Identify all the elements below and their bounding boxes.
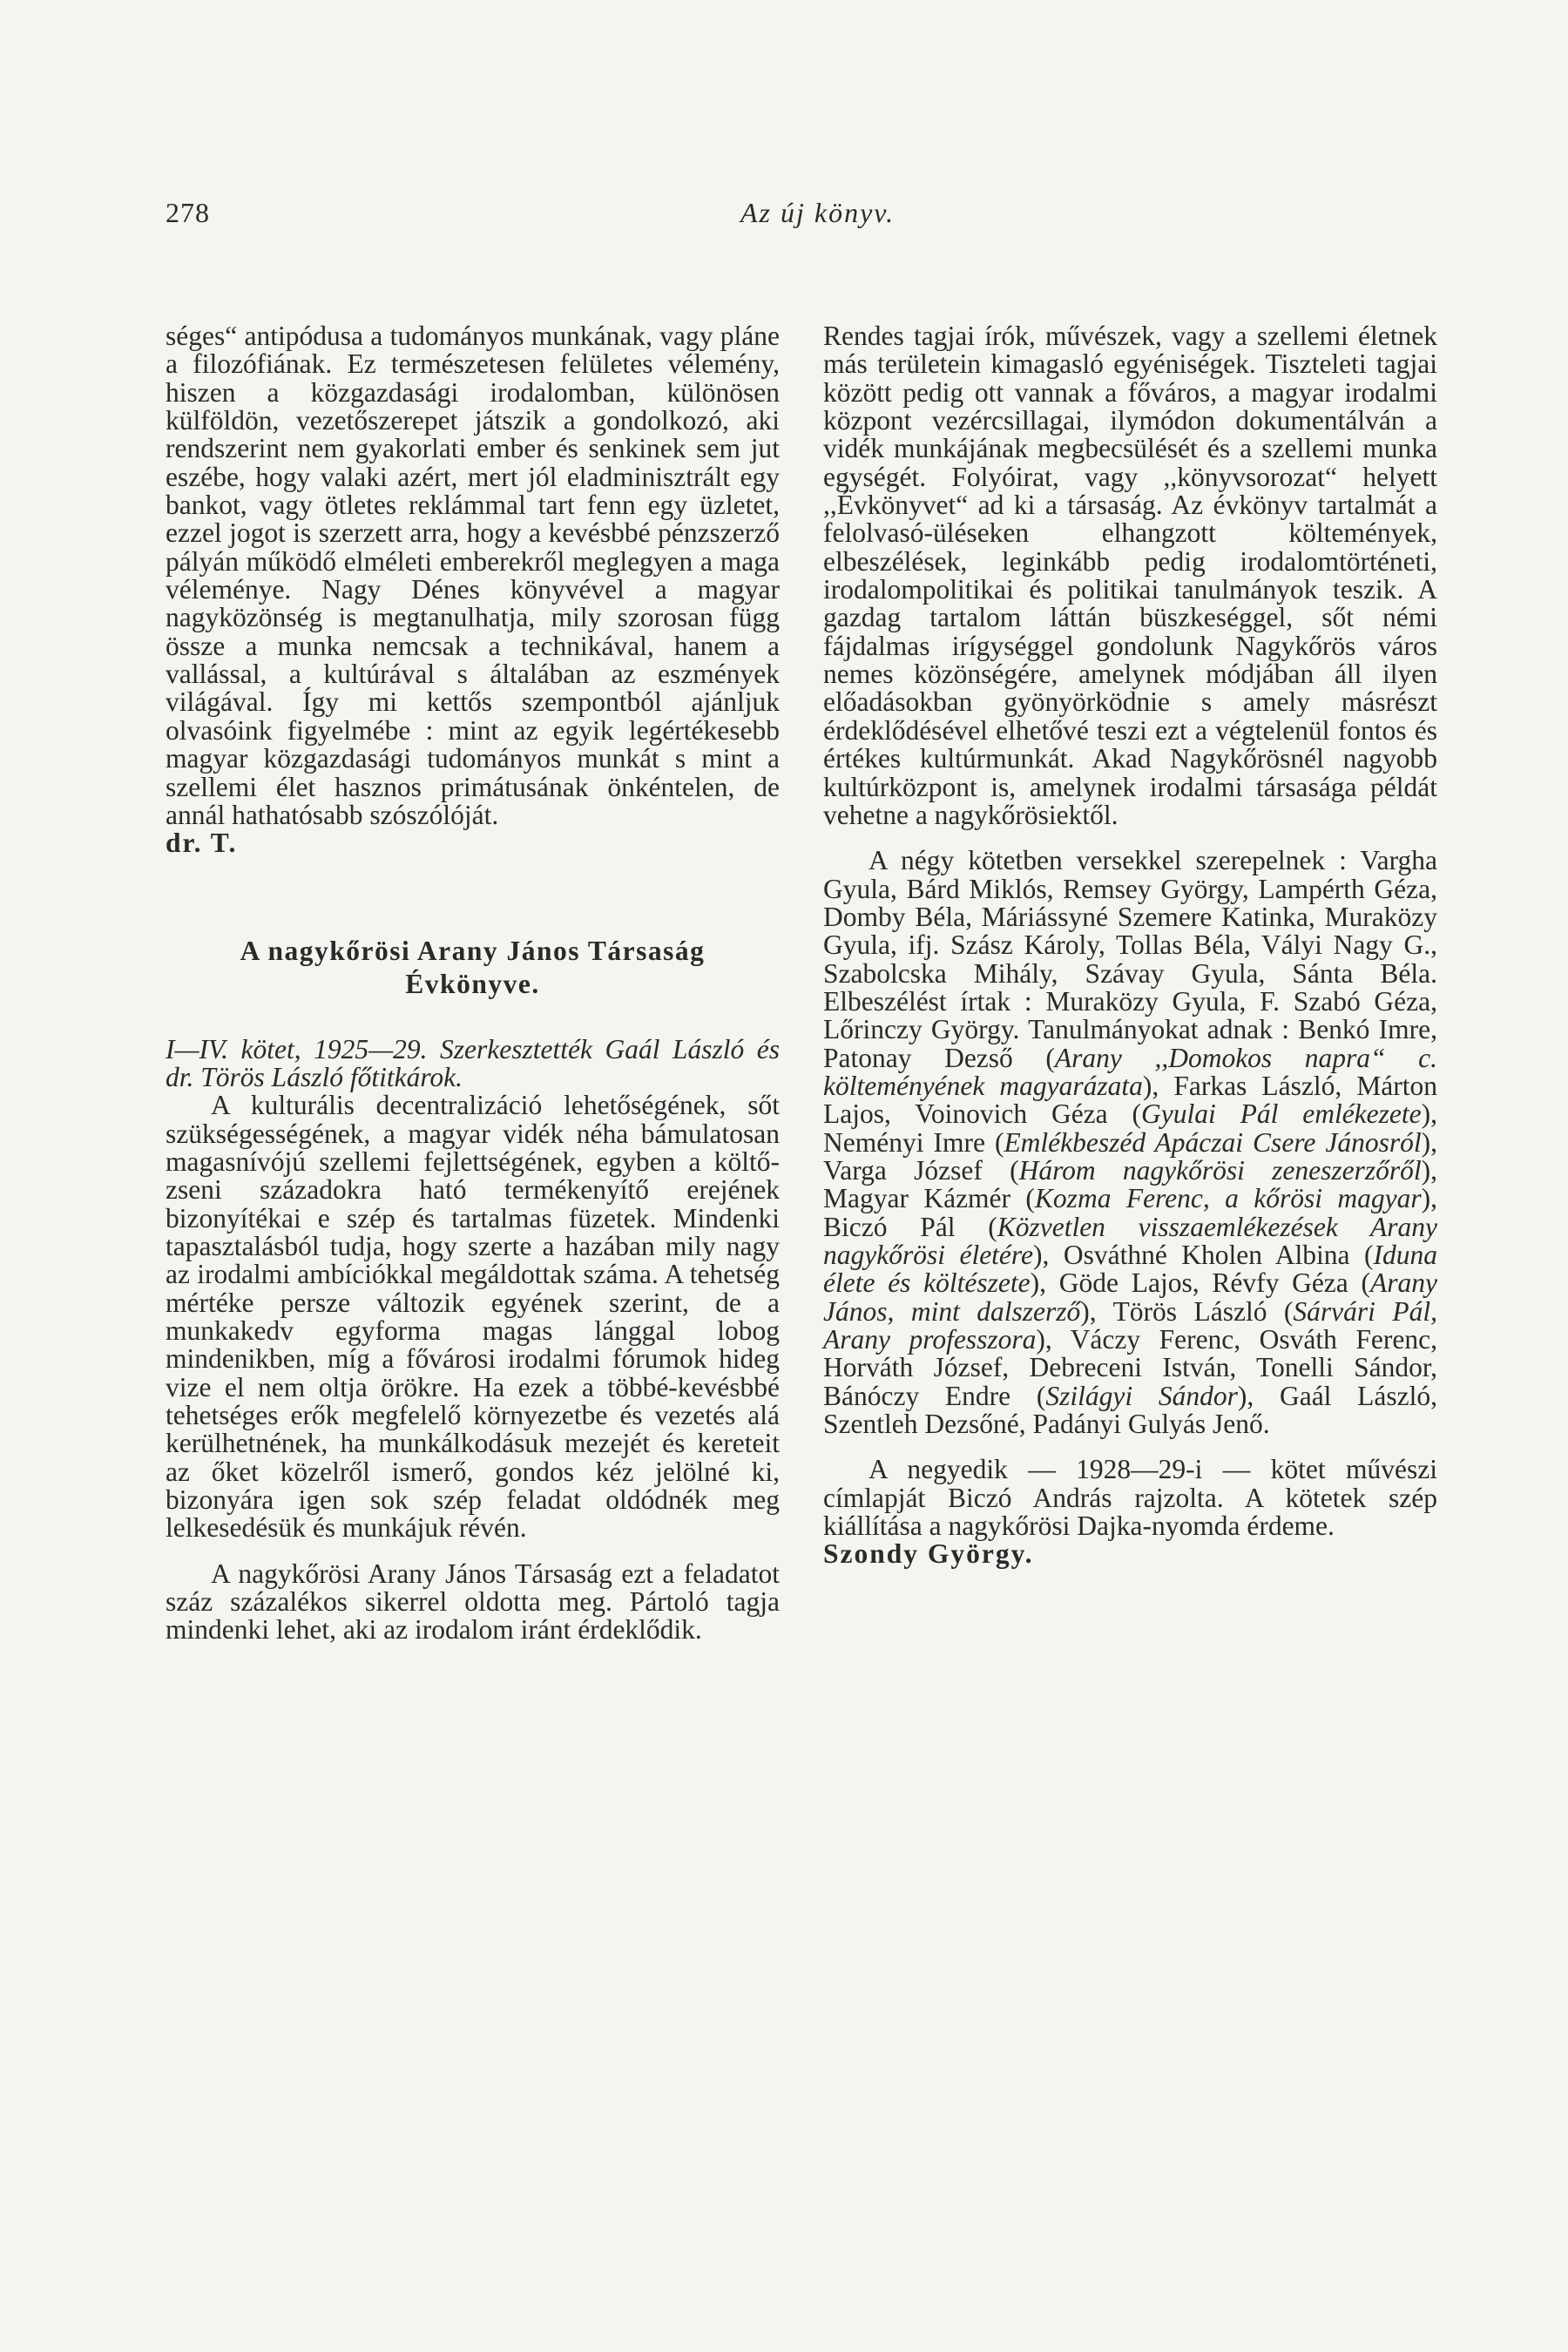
body-paragraph-1: A kulturális decentralizáció lehetőségének, sőt szükségességének, a magyar vidék néha bámulatosan magasnívójú szellemi fejlettségének, egyben a költő-zseni századokra ható termékenyítő erejének bizonyítékai e szép és tartalmas füzetek. Mindenki tapasztalásból tudja, hogy szerte a hazában mily nagy az irodalmi ambíciókkal megáldottak száma. A tehetség mértéke persze változik egyének szerint, de a munkakedv egyforma magas lánggal lobog mindenikben, míg a fővárosi irodalmi fórumok hideg vize el nem oltja örökre. Ha ezek a többé-kevésbbé tehetséges erők megfelelő környezetbe és vezetés alá kerülhetnének, ha munkálkodásuk mezejét és kereteit az őket közelről ismerő, gondos kéz jelölné ki, bizonyára igen sok szép feladat oldódnék meg lelkesedésük és munkájuk révén. bbox=[166, 1090, 780, 1544]
review-signature: dr. T. bbox=[166, 828, 238, 859]
article-heading bbox=[166, 935, 780, 1001]
body-paragraph-3: Rendes tagjai írók, művészek, vagy a szellemi életnek más területein kimagasló egyéniségek. Tiszteleti tagjai között pedig ott vannak a főváros, a magyar irodalmi központ vezércsillagai, ilymódon dokumentálván a vidék munkájának megbecsülését és a szellemi munka egységét. Folyóirat, vagy ,,könyvsorozat“ helyett ,,Évkönyvet“ ad ki a társaság. Az évkönyv tartalmát a felolvasó-üléseken elhangzott költemények, elbeszélések, leginkább pedig irodalomtörténeti, irodalompolitikai és politikai tanulmányok teszik. A gazdag tartalom láttán büszkeséggel, sőt némi fájdalmas irígységgel gondolunk Nagykőrös város nemes közönségére, amelynek módjában áll ilyen előadásokban gyönyörködnie s amely másrészt érdeklődésével elhetővé teszi ezt a végtelenül fontos és értékes kultúrmunkát. Akad Nagykőrösnél nagyobb kultúrközpont is, amelynek irodalmi társasága példát vehetne a nagykőrösiektől. bbox=[823, 321, 1437, 830]
body-paragraph-5: A negyedik — 1928—29-i — kötet művészi címlapját Biczó András rajzolta. A kötetek szép kiállítása a nagykőrösi Dajka-nyomda érdeme. bbox=[823, 1454, 1437, 1542]
right-column bbox=[823, 322, 1437, 1569]
body-paragraph-2: A nagykőrösi Arany János Társaság ezt a feladatot száz százalékos sikerrel oldotta meg. Pártoló tagja mindenki lehet, aki az irodalom iránt érdeklődik. bbox=[166, 1558, 780, 1646]
running-title: Az új könyv. bbox=[740, 197, 896, 228]
bibliographic-note: I—IV. kötet, 1925—29. Szerkesztették Gaál László és dr. Törös László főtitkárok. bbox=[166, 1033, 780, 1092]
article-heading-line2: Évkönyve. bbox=[405, 968, 540, 999]
page-header bbox=[166, 197, 1420, 240]
body-paragraph-4: A négy kötetben versekkel szerepelnek : Vargha Gyula, Bárd Miklós, Remsey György, Lampérth Géza, Domby Béla, Máriássyné Szemere Katinka, Muraközy Gyula, ifj. Szász Károly, Tollas Béla, Vályi Nagy G., Szabolcska Mihály, Szávay Gyula, Sánta Béla. Elbeszélést írtak : Muraközy Gyula, F. Szabó Géza, Lőrinczy György. Tanulmányokat adnak : Benkó Imre, Patonay Dezső (Arany ,,Domokos napra“ c. költeményének magyarázata), Farkas László, Márton Lajos, Voinovich Géza (Gyulai Pál emlékezete), Neményi Imre (Emlékbeszéd Apáczai Csere Jánosról), Varga József (Három nagykőrösi zeneszerzőről), Magyar Kázmér (Kozma Ferenc, a kőrösi magyar), Biczó Pál (Közvetlen visszaemlékezések Arany nagykőrösi életére), Osváthné Kholen Albina (Iduna élete és költészete), Göde Lajos, Révfy Géza (Arany János, mint dalszerző), Törös László (Sárvári Pál, Arany professzora), Váczy Ferenc, Osváth Ferenc, Horváth József, Debreceni István, Tonelli Sándor, Bánóczy Endre (Szilágyi Sándor), Gaál László, Szentleh Dezsőné, Padányi Gulyás Jenő. bbox=[823, 845, 1438, 1440]
article-heading-line1: A nagykőrösi Arany János Társaság bbox=[240, 935, 706, 966]
page-number: 278 bbox=[166, 197, 210, 228]
article-signature: Szondy György. bbox=[823, 1538, 1034, 1570]
review-continuation-paragraph: séges“ antipódusa a tudományos munkának, vagy pláne a filozófiának. Ez természetesen felületes vélemény, hiszen a közgazdasági irodalomban, különösen külföldön, vezetőszerepet játszik a gondolkozó, aki rendszerint nem gyakorlati ember és senkinek sem jut eszébe, hogy valaki azért, mert jól eladminisztrált egy bankot, vagy ötletes reklámmal tart fenn egy üzletet, ezzel jogot is szerzett arra, hogy a kevésbbé pénzszerző pályán működő elméleti emberekről meglegyen a maga véleménye. Nagy Dénes könyvével a magyar nagyközönség is megtanulhatja, mily szorosan függ össze a munka nemcsak a technikával, hanem a vallással, a kultúrával s általában az eszmények világával. Így mi kettős szempontból ajánljuk olvasóink figyelmébe : mint az egyik legértékesebb magyar közgazdasági tudományos munkát s mint a szellemi élet hasznos primátusának önkéntelen, de annál hathatósabb szószólóját. bbox=[166, 321, 780, 830]
left-column bbox=[166, 322, 780, 1645]
